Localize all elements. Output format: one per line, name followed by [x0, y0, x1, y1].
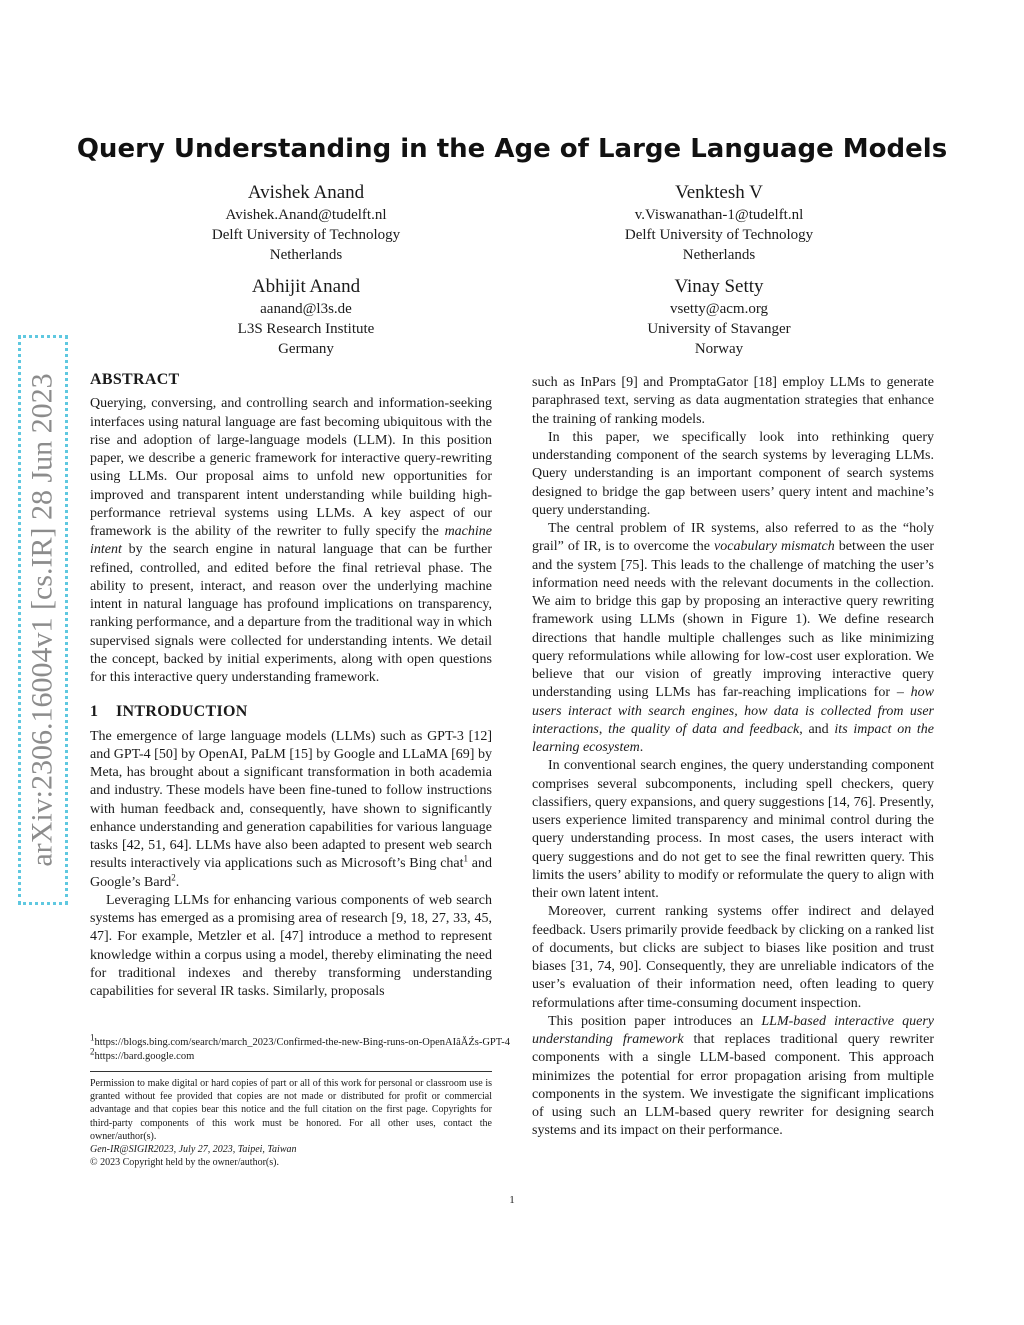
venue-text: Gen-IR@SIGIR2023, July 27, 2023, Taipei, Taiwan [90, 1144, 297, 1156]
right-column [532, 374, 934, 1141]
author-name: Avishek Anand [247, 182, 365, 203]
body-paragraph: Moreover, current ranking systems offer indirect and delayed feedback. Users primarily provide feedback by clicking on a ranked list of documents, but clicks are subject to biases like position and trust biases [31, 74, 90]. Consequently, they are unreliable indicators of the user’s evaluation of their information need, often leading to query reformulations after time-consuming document inspection. [532, 904, 934, 1011]
left-column [90, 371, 492, 1001]
author-name: Abhijit Anand [251, 276, 361, 297]
body-paragraph: In this paper, we specifically look into rethinking query understanding component of the search systems by leveraging LLMs. Query understanding is an important component of search systems designed to bridge the gap between users’ query intent and machine’s query understanding. [532, 429, 934, 518]
arxiv-stamp [18, 335, 68, 905]
section-number: 1 [90, 703, 99, 721]
footnote: $^1$https://blogs.bing.com/search/march_2023/Confirmed-the-new-Bing-runs-on-OpenAIâĂŹs-GPT-4 [90, 1032, 510, 1048]
body-paragraph: This position paper introduces an LLM-based interactive query understanding framework that replaces traditional query rewriter components with a single LLM-based component. This approach minimizes the potential for error propagation arising from multiple components in the system. We investigate the significant implications of using such an LLM-based query rewriter for designing search systems and its impact on their performance. [532, 1013, 934, 1139]
footnote: $^2$https://bard.google.com [90, 1046, 195, 1062]
author-name: Vinay Setty [674, 276, 764, 297]
page-number: 1 [509, 1194, 515, 1206]
footnotes [90, 1032, 530, 1064]
intro-paragraph: The emergence of large language models (LLMs) such as GPT-3 [12] and GPT-4 [50] by OpenAI, PaLM [15] by Google and LLaMA [69] by Meta, has brought about a significant transformation in both academia and industry. These models have been fine-tuned to follow instructions with human feedback and, consequently, have shown to significantly enhance understanding and generation capabilities for various language tasks [42, 51, 64]. LLMs have also been adapted to present web search results interactively via applications such as Microsoft’s Bing chat$^1$ and Google’s Bard$^2$. [90, 728, 492, 890]
intro-paragraph: Leveraging LLMs for enhancing various components of web search systems has emerged as a promising area of research [9, 18, 27, 33, 45, 47]. For example, Metzler et al. [47] introduce a method to represent knowledge within a corpus using a model, thereby eliminating the need for traditional indexes and thereby transforming understanding capabilities for several IR tasks. Similarly, proposals [90, 892, 492, 999]
author-block [554, 181, 884, 265]
author-name: Venktesh V [675, 182, 763, 203]
author-email: vsetty@acm.org [669, 301, 769, 317]
author-block [554, 275, 884, 359]
author-country: Netherlands [269, 247, 343, 263]
abstract-heading: ABSTRACT [90, 371, 180, 388]
author-email: aanand@l3s.de [260, 301, 352, 317]
paper-title: Query Understanding in the Age of Large Language Models [76, 134, 948, 164]
author-affiliation: Delft University of Technology [211, 227, 401, 243]
author-affiliation: Delft University of Technology [624, 227, 814, 243]
author-affiliation: University of Stavanger [647, 321, 791, 337]
permission-text: Permission to make digital or hard copies of part or all of this work for personal or classroom use is granted without fee provided that copies are not made or distributed for profit or commercial advantage and that copies bear this notice and the full citation on the first page. Copyrights for third-party components of this work must be honored. For all other uses, contact the owner/author(s). [90, 1078, 492, 1142]
body-paragraph: such as InPars [9] and PromptaGator [18] employ LLMs to generate paraphrased text, serving as data augmentation strategies that enhance the training of ranking models. [532, 375, 934, 427]
author-country: Norway [694, 341, 744, 357]
author-country: Germany [278, 341, 334, 357]
author-affiliation: L3S Research Institute [237, 321, 375, 337]
arxiv-id: arXiv:2306.16004v1 [cs.IR] 28 Jun 2023 [26, 373, 60, 867]
body-paragraph: The central problem of IR systems, also referred to as the “holy grail” of IR, is to overcome the vocabulary mismatch between the user and the system [75]. This leads to the challenge of matching the user’s information need needs with the relevant documents in the collection. We aim to bridge this gap by proposing an interactive query rewriting framework using LLMs (shown in Figure 1). We define research directions that handle multiple challenges such as like minimizing query reformulations while allowing for low-cost user exploration. We believe that our vision of greatly improving interactive query understanding using LLMs has far-reaching implications for – how users interact with search engines, how data is collected from user interactions, the quality of data and feedback, and its impact on the learning ecosystem. [532, 521, 935, 755]
author-block [141, 181, 471, 265]
intro-heading [90, 703, 492, 721]
divider [90, 1071, 492, 1072]
copyright-text: © 2023 Copyright held by the owner/author(s). [90, 1157, 279, 1169]
author-email: v.Viswanathan-1@tudelft.nl [634, 207, 804, 223]
author-email: Avishek.Anand@tudelft.nl [225, 207, 387, 223]
author-country: Netherlands [682, 247, 756, 263]
author-block [141, 275, 471, 359]
permission-block [90, 1077, 492, 1169]
body-paragraph: In conventional search engines, the query understanding component comprises several subcomponents, including spell checkers, query classifiers, query expansions, and query suggestions [14, 76]. Presently, users experience limited transparency and minimal control during the query understanding process. In most cases, the users interact with query suggestions and do not get to see the final rewritten query. This limits the users’ ability to modify or reformulate the query to align with their own latent intent. [532, 758, 934, 901]
section-title: INTRODUCTION [116, 703, 248, 721]
abstract-text: Querying, conversing, and controlling search and information-seeking interfaces using natural language are fast becoming ubiquitous with the rise and adoption of large-language models (LLM). In this position paper, we describe a generic framework for interactive query-rewriting using LLMs. Our proposal aims to unfold new opportunities for improved and transparent intent understanding while building high-performance retrieval systems using LLMs. A key aspect of our framework is the ability of the rewriter to fully specify the machine intent by the search engine in natural language that can be further refined, controlled, and edited before the final retrieval phase. The ability to present, interact, and reason over the underlying machine intent in natural language has profound implications on transparency, ranking performance, and a departure from the traditional way in which supervised signals were collected for understanding intents. We detail the concept, backed by initial experiments, along with open questions for this interactive query understanding framework. [90, 396, 492, 685]
